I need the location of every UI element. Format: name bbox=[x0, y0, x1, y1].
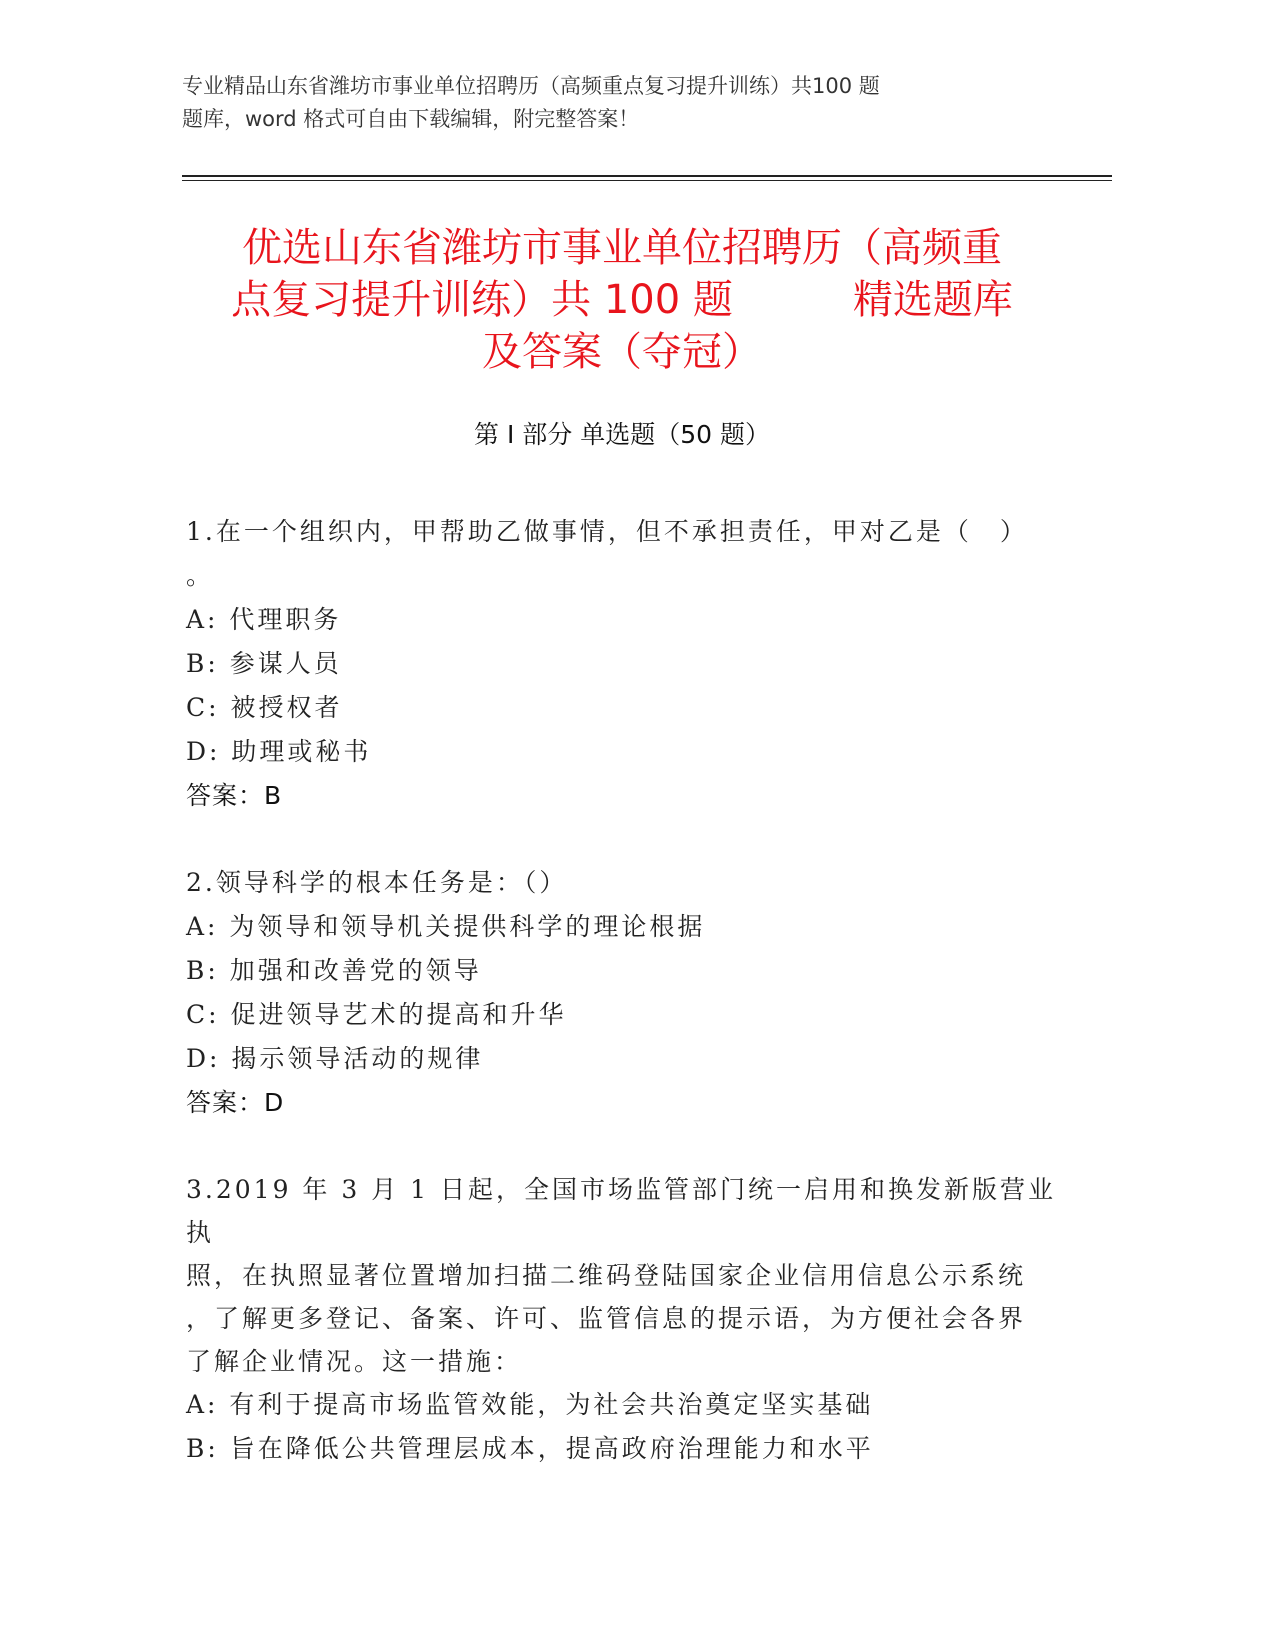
title-line-2 bbox=[182, 274, 1062, 326]
title-line-2a: 点复习提升训练）共 100 题 bbox=[231, 277, 733, 323]
title-line-3: 及答案（夺冠） bbox=[482, 329, 762, 375]
question-stem-line-1: 3.2019 年 3 月 1 日起，全国市场监管部门统一启用和换发新版营业执 bbox=[186, 1175, 1057, 1247]
option-c: C: 被授权者 bbox=[186, 693, 343, 722]
option-d: D: 揭示领导活动的规律 bbox=[186, 1044, 484, 1073]
document-title bbox=[182, 222, 1062, 378]
header-divider-thin bbox=[182, 180, 1112, 181]
option-a: A: 有利于提高市场监管效能，为社会共治奠定坚实基础 bbox=[186, 1390, 874, 1419]
question-stem: 2.领导科学的根本任务是：（） bbox=[186, 868, 568, 897]
question-stem: 1.在一个组织内，甲帮助乙做事情，但不承担责任，甲对乙是（ ） bbox=[186, 517, 1028, 546]
question-2 bbox=[186, 861, 1066, 1125]
option-a: A: 代理职务 bbox=[186, 605, 342, 634]
option-d: D: 助理或秘书 bbox=[186, 737, 372, 766]
question-stem-line-2: 照，在执照显著位置增加扫描二维码登陆国家企业信用信息公示系统 bbox=[186, 1261, 1027, 1290]
answer: 答案：D bbox=[186, 1088, 285, 1117]
header-line-2: 题库，word 格式可自由下载编辑，附完整答案！ bbox=[182, 107, 640, 131]
question-stem-line-4: 了解企业情况。这一措施： bbox=[186, 1347, 523, 1376]
header-line-1: 专业精品山东省潍坊市事业单位招聘历（高频重点复习提升训练）共100 题 bbox=[182, 74, 880, 98]
option-c: C: 促进领导艺术的提高和升华 bbox=[186, 1000, 567, 1029]
option-b: B: 旨在降低公共管理层成本，提高政府治理能力和水平 bbox=[186, 1434, 874, 1463]
answer: 答案：B bbox=[186, 781, 283, 810]
question-3 bbox=[186, 1168, 1066, 1471]
header-divider-thick bbox=[182, 175, 1112, 177]
document-header bbox=[182, 70, 1112, 136]
section-heading: 第 I 部分 单选题（50 题） bbox=[474, 420, 770, 449]
question-1 bbox=[186, 510, 1066, 818]
question-stem-line-3: ，了解更多登记、备案、许可、监管信息的提示语，为方便社会各界 bbox=[186, 1304, 1027, 1333]
question-stem-continued: 。 bbox=[186, 561, 215, 590]
option-b: B: 参谋人员 bbox=[186, 649, 342, 678]
question-list bbox=[186, 510, 1066, 1471]
title-line-1: 优选山东省潍坊市事业单位招聘历（高频重 bbox=[242, 225, 1002, 271]
option-b: B: 加强和改善党的领导 bbox=[186, 956, 482, 985]
title-line-2b: 精选题库 bbox=[852, 277, 1013, 323]
option-a: A: 为领导和领导机关提供科学的理论根据 bbox=[186, 912, 706, 941]
